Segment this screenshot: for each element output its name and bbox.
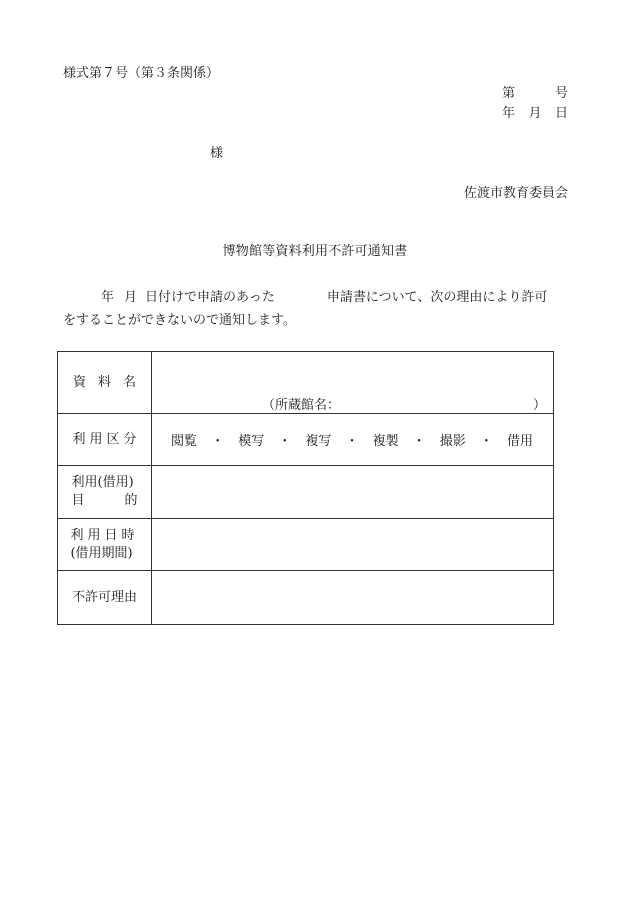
body-line-2: をすることができないので通知します。 [63, 313, 296, 328]
date-day: 日 [554, 106, 568, 121]
document-date [502, 106, 568, 122]
holding-museum-prefix: （所蔵館名： [262, 398, 341, 413]
table-row-usage-category [58, 414, 554, 466]
body-day-phrase: 日付けで申請のあった [145, 290, 275, 305]
usage-option-photography: 撮影 [439, 434, 466, 449]
body-month: 月 [124, 290, 138, 305]
usage-options [152, 430, 553, 449]
purpose-cell [152, 466, 554, 519]
holding-museum-suffix: ） [533, 398, 547, 413]
material-name-cell [152, 352, 554, 414]
table-row-material-name [58, 352, 554, 414]
permit-table [57, 351, 554, 625]
table-row-reason [58, 571, 554, 625]
datetime-cell [152, 519, 554, 571]
datetime-label-line1: 利用日時 [70, 527, 139, 543]
usage-separator: ・ [412, 434, 426, 449]
addressee: 様 [210, 146, 224, 161]
usage-category-cell [152, 414, 554, 466]
document-title: 博物館等資料利用不許可通知書 [222, 244, 408, 259]
reason-cell [152, 571, 554, 625]
body-request-phrase: 申請書について、次の理由により許可 [326, 290, 548, 305]
body-line-1 [101, 290, 547, 306]
form-id: 様式第７号（第３条関係） [63, 66, 220, 81]
table-row-purpose [58, 466, 554, 519]
body-year: 年 [101, 290, 115, 305]
material-name-label: 資料名 [58, 352, 152, 414]
table-row-datetime [58, 519, 554, 571]
usage-option-copy: 複写 [305, 434, 332, 449]
usage-separator: ・ [479, 434, 493, 449]
purpose-label-line1: 利用(借用) [71, 475, 134, 490]
date-month: 月 [528, 106, 542, 121]
reason-label: 不許可理由 [58, 571, 152, 625]
purpose-label-line2b: 的 [124, 493, 138, 508]
usage-option-reproduction: 複製 [372, 434, 399, 449]
issuer: 佐渡市教育委員会 [463, 186, 568, 201]
usage-separator: ・ [211, 434, 225, 449]
usage-option-tracing: 模写 [238, 434, 265, 449]
datetime-label [58, 519, 152, 571]
usage-separator: ・ [278, 434, 292, 449]
purpose-label-line2a: 目 [71, 493, 85, 508]
usage-separator: ・ [345, 434, 359, 449]
document-number-suffix: 号 [554, 86, 568, 101]
usage-option-browse: 閲覧 [171, 434, 198, 449]
usage-option-loan: 借用 [506, 434, 533, 449]
document-number [502, 86, 568, 102]
usage-category-label: 利用区分 [58, 414, 152, 466]
document-number-prefix: 第 [502, 86, 516, 101]
purpose-label [58, 466, 152, 519]
datetime-label-line2: (借用期間) [70, 545, 133, 561]
date-year: 年 [502, 106, 516, 121]
